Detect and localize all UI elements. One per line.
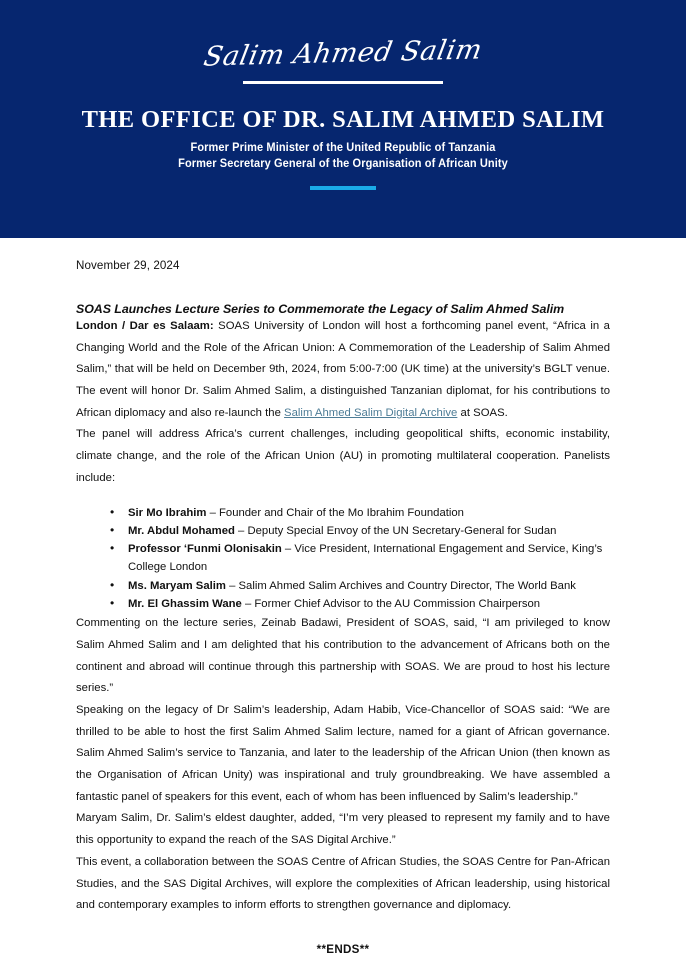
list-item [110,522,610,540]
list-item [110,595,610,613]
paragraph-habib-quote: Speaking on the legacy of Dr Salim’s leadership, Adam Habib, Vice-Chancellor of SOAS said: “We are thrilled to be able to host the first Salim Ahmed Salim lecture, named for a giant of African governance. Salim Ahmed Salim’s service to Tanzania, and later to the leadership of the African Union (then known as the Organisation of African Unity) was inspirational and truly groundbreaking. We have assembled a fantastic panel of speakers for this event, each of whom has been influenced by Salim’s leadership.” [76,704,610,803]
panelist-list [76,504,610,614]
office-subtitle-line-2: Former Secretary General of the Organisation of African Unity [178,157,508,170]
release-date: November 29, 2024 [76,259,180,272]
dateline-label: London / Dar es Salaam: [76,320,214,332]
paragraph-badawi-quote: Commenting on the lecture series, Zeinab Badawi, President of SOAS, said, “I am privileged to know Salim Ahmed Salim and I am delighted that his contribution to the advancement of Africans both on the continent and abroad will continue through this partnership with SOAS. We are proud to host his lecture series.” [76,617,610,695]
signature-divider [243,81,443,84]
panelist-name: Sir Mo Ibrahim [128,506,207,519]
panelist-role: – Former Chief Advisor to the AU Commission Chairperson [241,597,541,610]
paragraph-maryam-quote: Maryam Salim, Dr. Salim’s eldest daughter, added, “I’m very pleased to represent my family and to have this opportunity to expand the reach of the SAS Digital Archive.” [76,812,610,847]
press-release-body [0,259,686,956]
paragraph-1-text-before-link: SOAS University of London will host a forthcoming panel event, “Africa in a Changing World and the Role of the African Union: A Commemoration of the Leadership of Salim Ahmed Salim,” that will be held on December 9th, 2024, from 5:00-7:00 (UK time) at the university’s BGLT venue. The event will honor Dr. Salim Ahmed Salim, a distinguished Tanzanian diplomat, for his contributions to African diplomacy and also re-launch the [76,320,610,419]
panelist-role: – Vice President, International Engagement and Service, King’s College London [128,543,603,574]
paragraph-1-text-after-link: at SOAS. [457,406,508,419]
accent-bar [310,186,376,190]
paragraph-dateline-intro [76,316,610,424]
panelist-role: – Salim Ahmed Salim Archives and Country Director, The World Bank [225,579,576,592]
panelist-name: Ms. Maryam Salim [128,579,226,592]
letterhead-banner [0,0,686,238]
press-release-headline: SOAS Launches Lecture Series to Commemorate the Legacy of Salim Ahmed Salim [76,302,565,316]
list-item [110,540,610,577]
panelist-name: Mr. El Ghassim Wane [128,597,242,610]
panelist-name: Mr. Abdul Mohamed [128,524,235,537]
ends-marker: **ENDS** [316,942,370,956]
paragraph-collaboration: This event, a collaboration between the SOAS Centre of African Studies, the SOAS Centre for Pan-African Studies, and the SAS Digital Archives, will explore the complexities of African leadership, using historical and contemporary examples to inform efforts to strengthen governance and diplomacy. [76,855,610,912]
list-item [110,504,610,522]
panelist-role: – Founder and Chair of the Mo Ibrahim Foundation [206,506,464,519]
panelist-name: Professor ‘Funmi Olonisakin [128,543,282,556]
digital-archive-link[interactable]: Salim Ahmed Salim Digital Archive [284,406,458,419]
office-subtitle-line-1: Former Prime Minister of the United Republic of Tanzania [190,141,496,154]
signature-mark: Salim Ahmed Salim [201,34,485,73]
panelist-role: – Deputy Special Envoy of the UN Secretary-General for Sudan [234,524,557,537]
list-item [110,577,610,595]
paragraph-panel-topics: The panel will address Africa’s current challenges, including geopolitical shifts, economic instability, climate change, and the role of the African Union (AU) in promoting multilateral cooperation. Panelists include: [76,428,610,484]
office-title: THE OFFICE OF DR. SALIM AHMED SALIM [81,106,605,133]
